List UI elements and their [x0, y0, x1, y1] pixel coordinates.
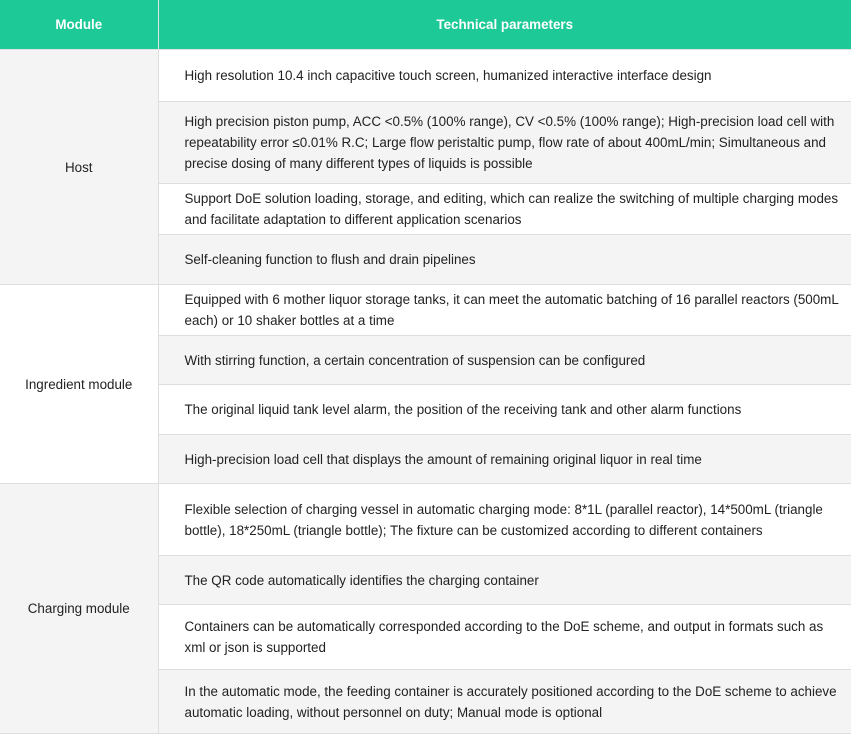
module-cell-charging: Charging module	[0, 484, 158, 734]
parameter-cell: Containers can be automatically corresponded according to the DoE scheme, and output in formats such as xml or json is supported	[158, 605, 851, 670]
table-row	[0, 285, 851, 336]
module-cell-ingredient: Ingredient module	[0, 285, 158, 484]
parameter-cell: The QR code automatically identifies the charging container	[158, 556, 851, 605]
column-header-module: Module	[0, 0, 158, 50]
parameter-cell: High-precision load cell that displays the amount of remaining original liquor in real time	[158, 435, 851, 484]
parameter-cell: In the automatic mode, the feeding container is accurately positioned according to the DoE scheme to achieve automatic loading, without personnel on duty; Manual mode is optional	[158, 670, 851, 734]
parameter-cell: High resolution 10.4 inch capacitive touch screen, humanized interactive interface design	[158, 50, 851, 102]
table-row	[0, 484, 851, 556]
parameter-cell: The original liquid tank level alarm, the position of the receiving tank and other alarm functions	[158, 385, 851, 435]
column-header-technical-parameters: Technical parameters	[158, 0, 851, 50]
parameter-cell: Support DoE solution loading, storage, and editing, which can realize the switching of multiple charging modes and facilitate adaptation to different application scenarios	[158, 184, 851, 235]
parameter-cell: Equipped with 6 mother liquor storage tanks, it can meet the automatic batching of 16 parallel reactors (500mL each) or 10 shaker bottles at a time	[158, 285, 851, 336]
parameter-cell: Self-cleaning function to flush and drain pipelines	[158, 235, 851, 285]
module-cell-host: Host	[0, 50, 158, 285]
table-row	[0, 50, 851, 102]
parameter-cell: High precision piston pump, ACC <0.5% (100% range), CV <0.5% (100% range); High-precision load cell with repeatability error ≤0.01% R.C; Large flow peristaltic pump, flow rate of about 400mL/min; Simultaneous and precise dosing of many different types of liquids is possible	[158, 102, 851, 184]
table-header-row	[0, 0, 851, 50]
parameter-cell: With stirring function, a certain concentration of suspension can be configured	[158, 336, 851, 385]
parameter-cell: Flexible selection of charging vessel in automatic charging mode: 8*1L (parallel reactor), 14*500mL (triangle bottle), 18*250mL (triangle bottle); The fixture can be customized according to different containers	[158, 484, 851, 556]
